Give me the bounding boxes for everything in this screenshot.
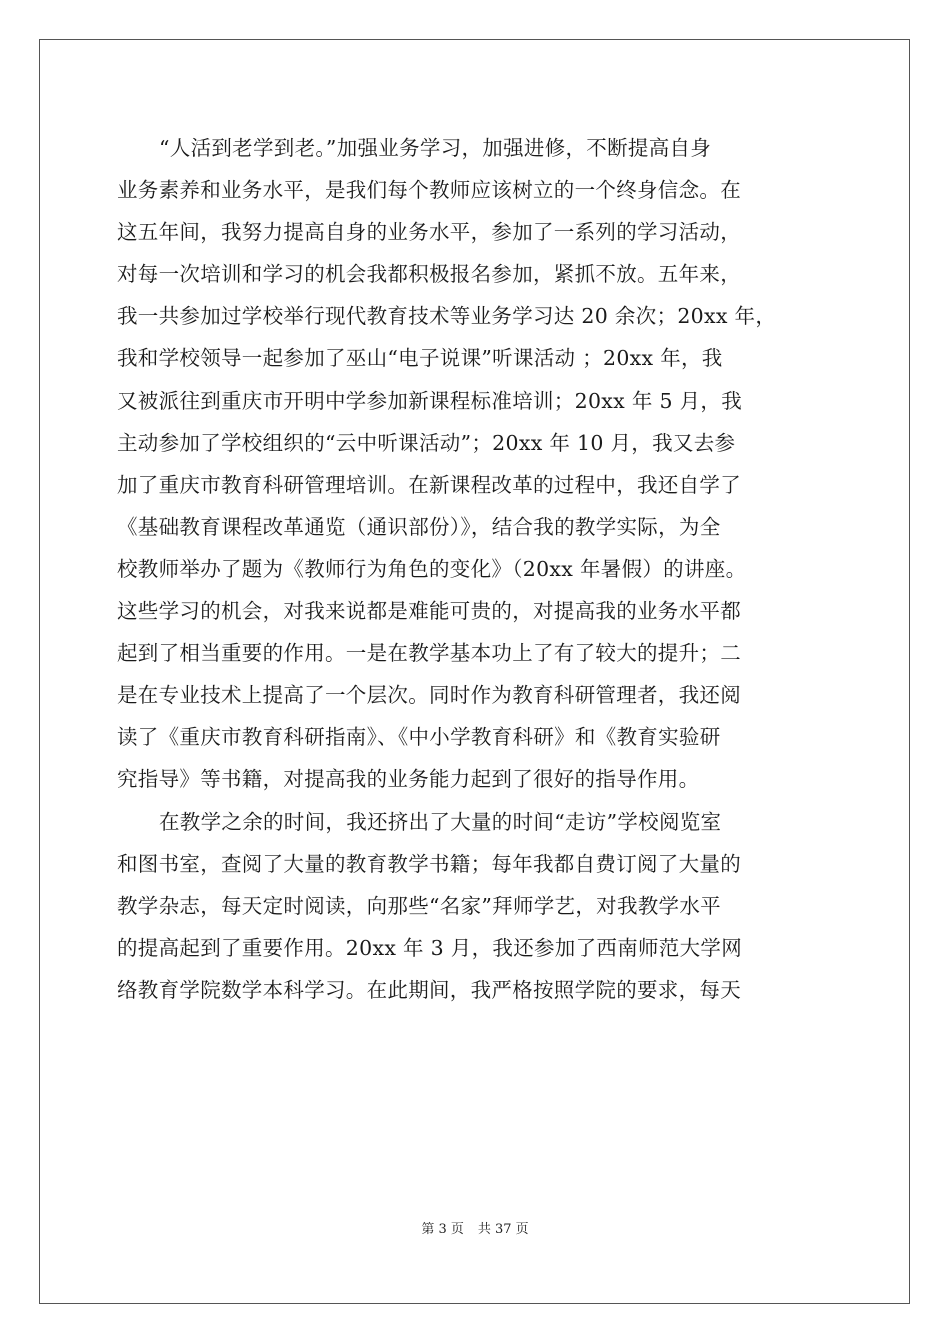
text-line: 络教育学院数学本科学习。在此期间，我严格按照学院的要求，每天 xyxy=(117,977,741,1002)
text-line: 这五年间，我努力提高自身的业务水平，参加了一系列的学习活动， xyxy=(117,220,741,245)
text-line: 我一共参加过学校举行现代教育技术等业务学习达 20 余次；20xx 年， xyxy=(117,304,777,329)
paragraph-1 xyxy=(117,127,835,801)
page-number: 第 3 页 xyxy=(421,1222,464,1237)
text-line: 是在专业技术上提高了一个层次。同时作为教育科研管理者，我还阅 xyxy=(117,683,741,708)
text-line: 主动参加了学校组织的“云中听课活动”；20xx 年 10 月，我又去参 xyxy=(117,430,736,455)
text-line: 校教师举办了题为《教师行为角色的变化》（20xx 年暑假）的讲座。 xyxy=(117,556,747,581)
text-line: 读了《重庆市教育科研指南》、《中小学教育科研》和《教育实验研 xyxy=(117,725,721,750)
text-line: 《基础教育课程改革通览（通识部份）》，结合我的教学实际，为全 xyxy=(117,514,721,539)
page-footer xyxy=(0,1218,950,1237)
page-total: 共 37 页 xyxy=(477,1222,529,1237)
text-line: 这些学习的机会，对我来说都是难能可贵的，对提高我的业务水平都 xyxy=(117,599,741,624)
text-line: 对每一次培训和学习的机会我都积极报名参加，紧抓不放。五年来， xyxy=(117,262,741,287)
document-body xyxy=(117,127,835,1011)
text-line: 的提高起到了重要作用。20xx 年 3 月，我还参加了西南师范大学网 xyxy=(117,935,742,960)
text-line: 在教学之余的时间，我还挤出了大量的时间“走访”学校阅览室 xyxy=(159,809,722,834)
paragraph-2 xyxy=(117,801,835,1011)
text-line: “人活到老学到老。”加强业务学习，加强进修，不断提高自身 xyxy=(159,136,712,160)
text-line: 和图书室，查阅了大量的教育教学书籍；每年我都自费订阅了大量的 xyxy=(117,851,741,876)
text-line: 教学杂志，每天定时阅读，向那些“名家”拜师学艺，对我教学水平 xyxy=(117,893,721,918)
text-line: 业务素养和业务水平，是我们每个教师应该树立的一个终身信念。在 xyxy=(117,178,741,203)
text-line: 我和学校领导一起参加了巫山“电子说课”听课活动 ；20xx 年，我 xyxy=(117,346,723,371)
text-line: 起到了相当重要的作用。一是在教学基本功上了有了较大的提升；二 xyxy=(117,641,741,666)
text-line: 加了重庆市教育科研管理培训。在新课程改革的过程中，我还自学了 xyxy=(117,472,741,497)
text-line: 又被派往到重庆市开明中学参加新课程标准培训；20xx 年 5 月，我 xyxy=(117,388,742,413)
text-line: 究指导》等书籍，对提高我的业务能力起到了很好的指导作用。 xyxy=(117,767,700,792)
